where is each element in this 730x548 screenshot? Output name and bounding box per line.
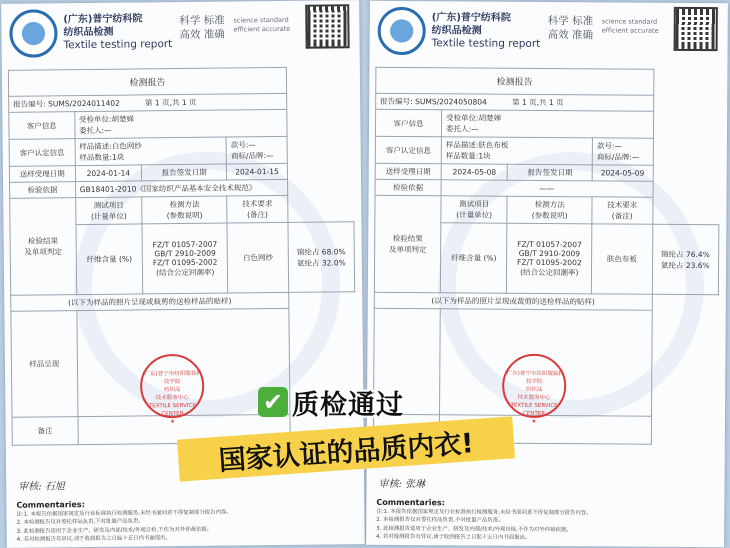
quality-pass-banner [258, 382, 404, 422]
quality-pass-text: 质检通过 [292, 389, 404, 421]
report-header [1, 0, 360, 66]
page-indicator: 第 1 页,共 1 页 [508, 94, 653, 111]
test-result: 锦纶占 76.4% 氨纶占 23.6% [652, 224, 719, 294]
test-method: FZ/T 01057-2007 GB/T 2910-2009 FZ/T 01095-2002 (结合公定回潮率) [507, 223, 592, 294]
signature: 审核: 石旭 [18, 481, 65, 493]
report-number: SUMS/2024011402 [48, 98, 120, 109]
receive-date: 2024-01-14 [75, 165, 142, 182]
sample-qty: 样品数量:1块 [79, 152, 125, 163]
client-unit: 受检单位:胡楚婵 [78, 114, 135, 125]
test-item: 纤维含量 (%) [440, 223, 507, 293]
photo-note: (以下为样品的照片呈现或裁剪的送检样品的贴样) [374, 292, 652, 310]
certified-banner: 国家认证的品质内衣! [177, 416, 515, 481]
org-sub: 纺织品检测 [63, 26, 114, 39]
qr-code [674, 7, 718, 51]
qr-code [305, 4, 349, 48]
org-en: Textile testing report [63, 38, 173, 52]
signature: 审核: 张琳 [378, 478, 426, 491]
institute-logo [9, 9, 58, 58]
report-title: 检测报告 [8, 67, 286, 96]
requirement: 白色网纱 [227, 222, 288, 293]
institute-logo [378, 7, 426, 55]
commentaries: Commentaries: 注:1. 本报告依据国家规定及行业标准执行检测服务,未经书面同意不得复制部分报告内容。 2. 本检测报告仅对委托样品负责,不对批量产品负责。 3. 此检测报告适用于企业生产、研发及内部/技术/外观自检,不作为对外仲裁依据。 4. 若对检测报告有异议,请于收到报告之日起十五日内书面提出。 [376, 497, 592, 541]
test-item: 纤维含量 (%) [76, 224, 143, 295]
report-table: 检测报告 报告编号: SUMS/2024050804 第 1 页,共 1 页 客户信息 受检单位:胡楚婵 委托人:— 客户认定信息 样品描述:肤色布板 样品数量:1块 款号:— 商标/品牌:— 送样受理日期 2024-05-08 报告签发日期 2024-05-09 检验依据 —— 检验结果 及单项判定 测试项目 (计量单位) 检测方法 (参数说明) 技术要求 (备注) 纤维含量 (%) FZ/T 01057-2007 GB/T 2910-2009 FZ/T 01095-2002 (结合公定回潮率) 肤色布板 锦纶占 76.4% 氨纶占 23.6% (以下为样品的照片呈现或裁剪的送检样品的贴样) [373, 67, 721, 445]
commentaries: Commentaries: 注:1. 本报告依据国家规定及行业标准执行检测服务,未经书面同意不得复制部分报告内容。 2. 本检测报告仅对委托样品负责,不对批量产品负责。 3. 此检测报告适用于企业生产、研发及内部/技术/外观自检,不作为对外仲裁依据。 4. 若对检测报告有异议,请于收到报告之日起十五日内书面提出。 [16, 500, 232, 543]
issue-date: 2024-05-09 [592, 165, 653, 181]
report-table: 检测报告 报告编号: SUMS/2024011402 第 1 页,共 1 页 客户信息 受检单位:胡楚婵 委托人:— 客户认定信息 样品描述:白色网纱 样品数量:1块 款号:— 商标/品牌:— 送样受理日期 2024-01-14 报告签发日期 2024-01-15 检验依据 GB18401-2010《国家纺织产品基本安全技术规范》 检验结果 及单项判定 测试项目 (计量单位) 检测方法 (参数说明) 技术要求 (备注) 纤维含量 (%) FZ/T 01057-2007 GB/T 2910-2009 FZ/T 01095-2002 (结合公定回潮率) 白色网纱 锦纶占 68.0% 氨纶占 32.0% (以下为样品的照片呈现或裁剪的送检样品的贴样) 样品呈现 备注 [8, 66, 357, 446]
org-name: (广东)普宁纺科院 [63, 13, 143, 26]
official-seal: (广东)普宁市纺织服装科技学院 纺织品 技术服务中心 TEXTILE SERVICE CENTER ★ [502, 354, 566, 418]
report-title: 检测报告 [376, 67, 654, 95]
page-indicator: 第 1 页,共 1 页 [141, 93, 287, 111]
test-report-right [366, 1, 728, 547]
report-header: (广东)普宁纺科院 纺织品检测 Textile testing report 科学 标准 高效 准确 science standard efficient accurate [369, 1, 727, 65]
slogan-line-2: 高效 准确 [179, 28, 225, 42]
requirement: 肤色布板 [591, 224, 652, 294]
commissioner: 委托人:— [79, 125, 112, 136]
test-basis: —— [441, 180, 653, 197]
slogan-en-1: science standard [233, 15, 289, 25]
slogan-en-2: efficient accurate [233, 24, 291, 34]
report-number: SUMS/2024050804 [415, 97, 487, 107]
issue-date: 2024-01-15 [227, 163, 288, 180]
receive-date: 2024-05-08 [441, 164, 508, 180]
sample-desc: 样品描述:白色网纱 [79, 141, 142, 152]
slogan-line-1: 科学 标准 [179, 14, 225, 28]
photo-note: (以下为样品的照片呈现或裁剪的送检样品的贴样) [11, 292, 289, 311]
test-result: 锦纶占 68.0% 氨纶占 32.0% [288, 222, 355, 293]
test-basis: GB18401-2010《国家纺织产品基本安全技术规范》 [75, 179, 287, 197]
official-seal: (广东)普宁市纺织服装科技学院 纺织品 技术服务中心 TEXTILE SERVICE CENTER ★ [140, 354, 205, 419]
test-method: FZ/T 01057-2007 GB/T 2910-2009 FZ/T 01095-2002 (结合公定回潮率) [142, 223, 228, 294]
check-icon: ✔ [258, 387, 288, 417]
